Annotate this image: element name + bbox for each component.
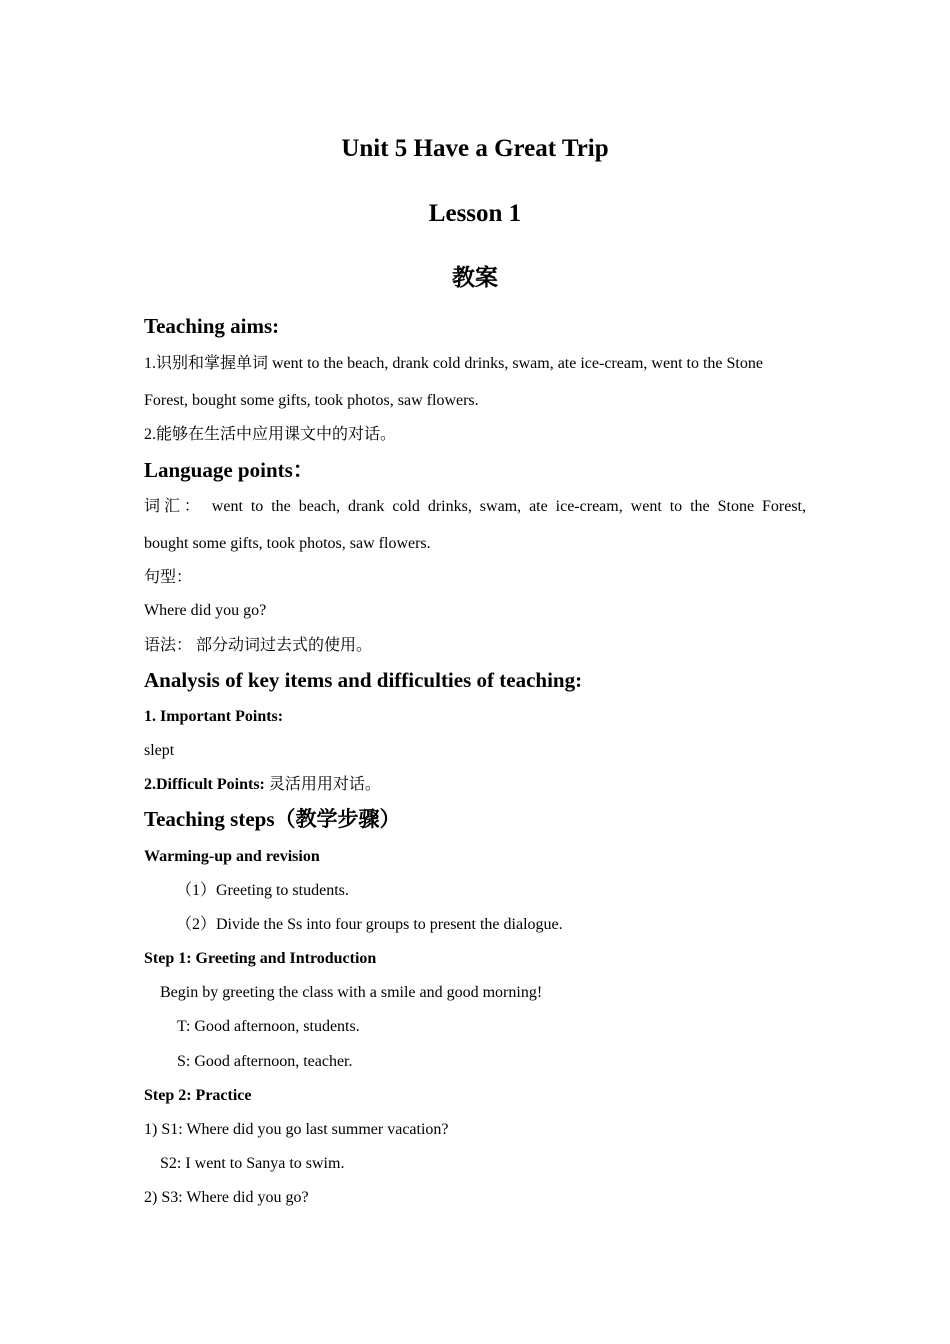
step-2-line-2: S2: I went to Sanya to swim. (160, 1155, 345, 1172)
important-points-label: 1. Important Points: (144, 708, 284, 725)
step-1-teacher-line: T: Good afternoon, students. (177, 1018, 360, 1035)
aims-item-1-line-1: 1.识别和掌握单词 went to the beach, drank cold drinks, swam, ate ice-cream, went to the Stone (144, 355, 763, 372)
document-title: Unit 5 Have a Great Trip (341, 135, 609, 162)
important-points-value: slept (144, 742, 175, 759)
lesson-title: Lesson 1 (428, 200, 522, 227)
difficult-points-label: 2.Difficult Points: (144, 776, 265, 793)
step-2-title: Step 2: Practice (144, 1087, 252, 1104)
step-2-line-3: 2) S3: Where did you go? (144, 1189, 309, 1206)
aims-item-2: 2.能够在生活中应用课文中的对话。 (144, 426, 397, 443)
teaching-aims-heading: Teaching aims: (144, 314, 280, 338)
warmup-item-2: （2）Divide the Ss into four groups to present the dialogue. (176, 916, 563, 933)
grammar-line: 语法： 部分动词过去式的使用。 (144, 637, 373, 654)
teaching-steps-heading: Teaching steps（教学步骤） (144, 807, 401, 831)
difficult-points-line (144, 775, 381, 795)
sentence-pattern: Where did you go? (144, 602, 267, 619)
warmup-title: Warming-up and revision (144, 848, 320, 865)
sentence-label: 句型： (144, 569, 193, 586)
doc-type-title: 教案 (452, 265, 498, 291)
step-1-student-line: S: Good afternoon, teacher. (177, 1053, 353, 1070)
difficult-points-value: 灵活用用对话。 (264, 776, 381, 793)
aims-item-1-line-2: Forest, bought some gifts, took photos, saw flowers. (144, 392, 479, 409)
warmup-item-1: （1）Greeting to students. (176, 882, 349, 899)
step-2-line-1: 1) S1: Where did you go last summer vacation? (144, 1121, 449, 1138)
vocab-line-2: bought some gifts, took photos, saw flowers. (144, 535, 431, 552)
language-points-heading: Language points： (144, 458, 314, 482)
analysis-heading: Analysis of key items and difficulties of teaching: (144, 668, 583, 692)
step-1-text: Begin by greeting the class with a smile and good morning! (160, 984, 543, 1001)
step-1-title: Step 1: Greeting and Introduction (144, 950, 377, 967)
vocab-line-1: 词汇： went to the beach, drank cold drinks, swam, ate ice-cream, went to the Stone Forest, (144, 498, 806, 515)
